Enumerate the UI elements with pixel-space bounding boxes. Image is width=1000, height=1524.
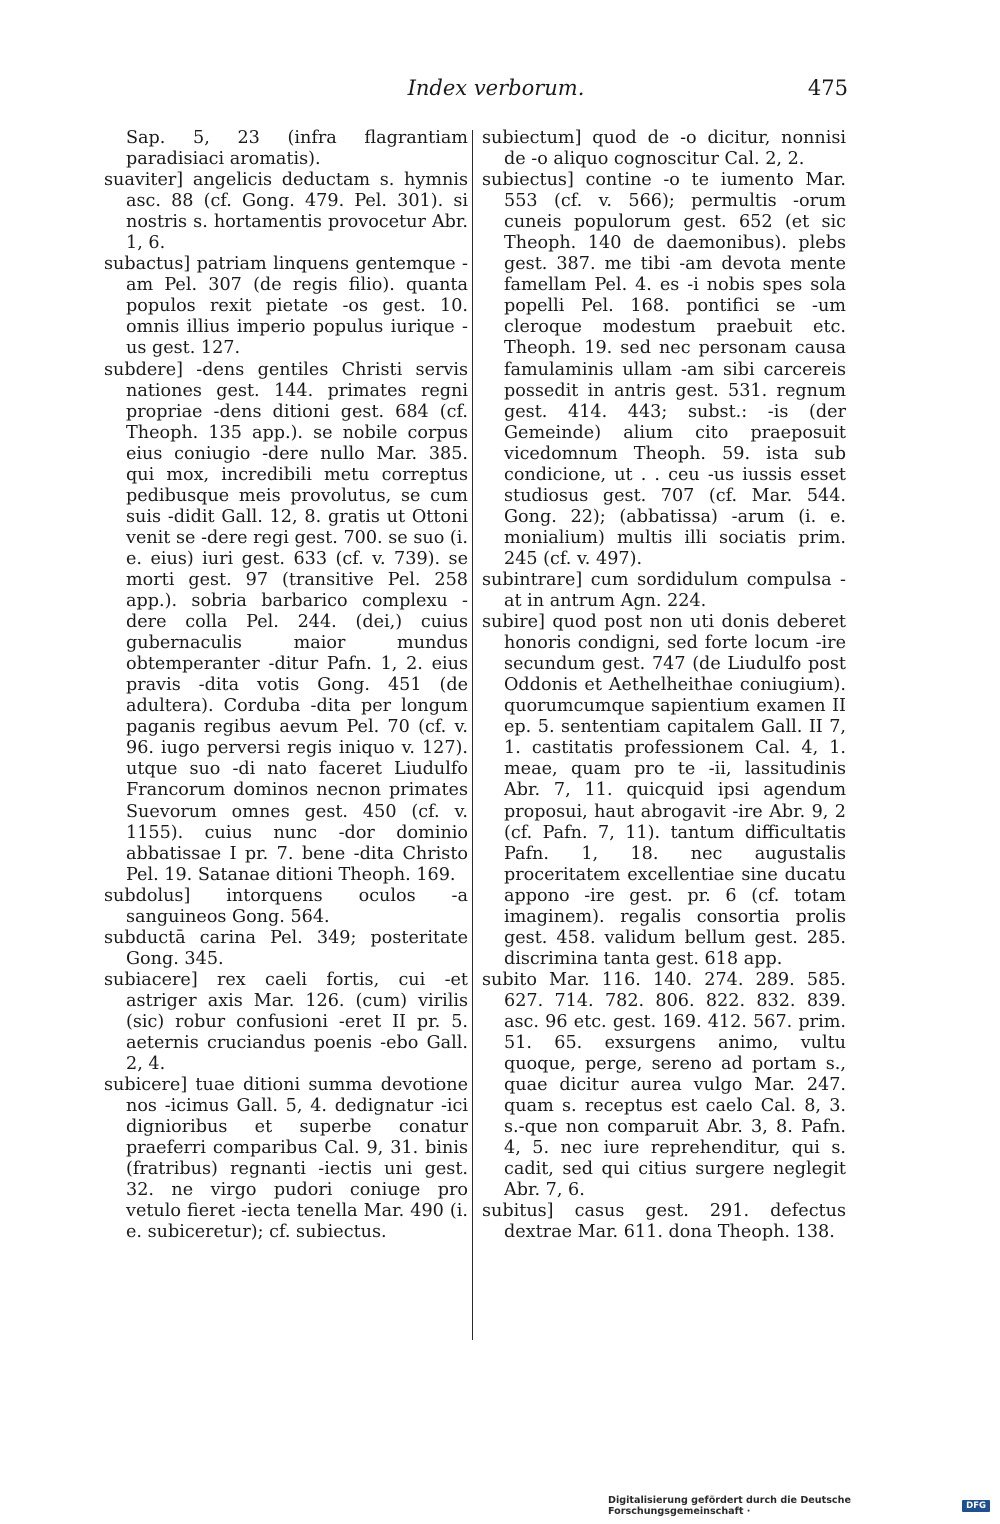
index-entry: subdere] -dens gentiles Christi servis nationes gest. 144. primates regni propriae -dens ditioni gest. 684 (cf. Theoph. 135 app.). se nobile corpus eius coniugio -dere nullo Mar. 385. qui mox, incredibili metu correptus pedibusque meis provolutus, se cum suis -didit Gall. 12, 8. gratis ut Ottoni venit se -dere regi gest. 700. se suo (i. e. eius) iuri gest. 633 (cf. v. 739). se morti gest. 97 (transitive Pel. 258 app.). sobria barbarico complexu -dere colla Pel. 244. (dei,) cuius gubernaculis maior mundus obtemperanter -ditur Pafn. 1, 2. eius pravis -dita votis Gong. 451 (de adultera). Corduba -dita per longum paganis regibus aevum Pel. 70 (cf. v. 96. iugo perversi regis iniquo v. 127). utque suo -di nato faceret Liudulfo Francorum dominos necnon primates Suevorum omnes gest. 450 (cf. v. 1155). cuius nunc -dor dominio abbatissae I pr. 7. bene -dita Christo Pel. 19. Satanae ditioni Theoph. 169. — [104, 359, 468, 885]
index-entry: subito Mar. 116. 140. 274. 289. 585. 627. 714. 782. 806. 822. 832. 839. asc. 96 etc. gest. 169. 412. 567. prim. 51. 65. exsurgens animo, vultu quoque, perge, sereno ad portam s., quae dicitur aurea vulgo Mar. 247. quam s. receptus est caelo Cal. 8, 3. s.-que non comparuit Abr. 3, 8. Pafn. 4, 5. nec iure reprehenditur, qui s. cadit, sed qui citius surgere neglegit Abr. 7, 6. — [482, 969, 846, 1201]
index-entry: subiectum] quod de -o dicitur, nonnisi de -o aliquo cognoscitur Cal. 2, 2. — [482, 128, 846, 170]
index-entry: subire] quod post non uti donis deberet honoris condigni, sed forte locum -ire secundum gest. 747 (de Liudulfo post Oddonis et Aethelheithae coniugium). quorumcumque sapientium examen II ep. 5. sententiam capitalem Gall. II 7, 1. castitatis professionem Cal. 4, 1. meae, quam pro te -ii, lassitudinis Abr. 7, 11. quicquid ipsi agendum proposui, haut abrogavit -ire Abr. 9, 2 (cf. Pafn. 7, 11). tantum difficultatis Pafn. 1, 18. nec augustalis proceritatem excellentiae sine ducatu appono -ire gest. pr. 6 (cf. totam imaginem). regalis consortia prolis gest. 458. validum bellum gest. 285. discrimina tanta gest. 618 app. — [482, 612, 846, 969]
dfg-logo-icon: DFG — [962, 1500, 990, 1512]
index-entry: subiacere] rex caeli fortis, cui -et astriger axis Mar. 126. (cum) virilis (sic) robur confusioni -eret II pr. 5. aeternis cruciandus poenis -ebo Gall. 2, 4. — [104, 969, 468, 1075]
index-entry: subductā carina Pel. 349; posteritate Gong. 345. — [104, 927, 468, 969]
digitization-notice — [608, 1496, 990, 1516]
left-column — [104, 128, 468, 1243]
index-entry: subicere] tuae ditioni summa devotione nos -icimus Gall. 5, 4. dedignatur -ici dignioribus et superbe conatur praeferri comparibus Cal. 9, 31. binis (fratribus) regnanti -iectis uni gest. 32. ne virgo pudori coniuge pro vetulo fieret -iecta tenella Mar. 490 (i. e. subiceretur); cf. subiectus. — [104, 1075, 468, 1243]
running-title: Index verborum. — [407, 76, 585, 100]
index-entry: subintrare] cum sordidulum compulsa -at in antrum Agn. 224. — [482, 569, 846, 612]
index-entry: suaviter] angelicis deductam s. hymnis asc. 88 (cf. Gong. 479. Pel. 301). si nostris s. hortamentis provocetur Abr. 1, 6. — [104, 170, 468, 254]
index-entry: Sap. 5, 23 (infra flagrantiam paradisiaci aromatis). — [126, 128, 468, 170]
funding-credit: Digitalisierung gefördert durch die Deutsche Forschungsgemeinschaft · — [608, 1495, 851, 1517]
index-entry: subdolus] intorquens oculos -a sanguineos Gong. 564. — [104, 885, 468, 927]
index-entry: subitus] casus gest. 291. defectus dextrae Mar. 611. dona Theoph. 138. — [482, 1201, 846, 1243]
page-number: 475 — [807, 76, 848, 100]
index-entry: subiectus] contine -o te iumento Mar. 553 (cf. v. 566); permultis -orum cuneis populorum gest. 652 (et sic Theoph. 140 de daemonibus). plebs gest. 387. me tibi -am devota mente famellam Pel. 4. es -i nobis spes sola popelli Pel. 168. pontifici se -um cleroque modestum praebuit etc. Theoph. 19. sed nec personam causa famulaminis ullam -am sibi carcereis possedit in antris gest. 531. regnum gest. 414. 443; subst.: -is (der Gemeinde) alium cito praeposuit vicedomnum Theoph. 59. ista sub condicione, ut . . ceu -us iussis esset studiosus gest. 707 (cf. Mar. 544. Gong. 22); (abbatissa) -arum (i. e. monialium) multis illi sociatis prim. 245 (cf. v. 497). — [482, 170, 846, 569]
column-divider — [472, 130, 473, 1340]
right-column — [482, 128, 846, 1243]
index-entry: subactus] patriam linquens gentemque -am Pel. 307 (de regis filio). quanta populos rexit pietate -os gest. 10. omnis illius imperio populus iurique -us gest. 127. — [104, 254, 468, 359]
page-header — [104, 76, 848, 108]
